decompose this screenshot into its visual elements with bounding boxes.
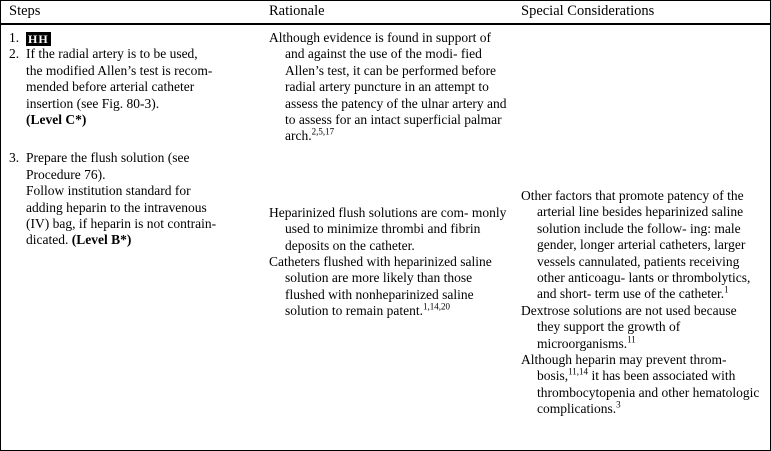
special-paragraph: [521, 188, 762, 303]
step-number: 3.: [9, 150, 20, 166]
text-line: those flushed with nonheparinized: [285, 270, 473, 302]
citation: 2,5,17: [311, 126, 335, 137]
step-line: Prepare the flush solution (see: [26, 150, 190, 166]
evidence-level: (Level C*): [26, 112, 87, 128]
text-line: and fibrin deposits on the catheter.: [285, 221, 481, 253]
text-line: of microorganisms.: [537, 319, 681, 351]
step-line: If the radial artery is to be used,: [26, 46, 198, 62]
list-item: [9, 46, 255, 128]
citation: 1,14,20: [422, 301, 450, 312]
text-line: of and against the use of the modi-: [285, 30, 491, 62]
step-line: adding heparin to the intravenous: [26, 199, 207, 215]
citation: 3: [616, 399, 621, 410]
text-line: because they support the growth: [537, 302, 737, 335]
rationale-paragraph: [269, 30, 507, 145]
redacted-block: HH: [28, 31, 49, 46]
text-line: Although heparin may prevent throm-: [521, 352, 727, 368]
text-line: bosis,: [537, 368, 569, 384]
text-line: Although evidence is found in support: [269, 30, 477, 45]
text-line: Heparinized flush solutions are com-: [269, 204, 469, 220]
column-header-special-considerations: Special Considerations: [521, 3, 655, 19]
text-line: catheters, larger vessels cannulated,: [537, 237, 746, 269]
text-line: before radial artery puncture in an: [285, 62, 497, 95]
text-line: Dextrose solutions are not used: [521, 302, 691, 318]
special-paragraph: [521, 352, 762, 418]
rationale-cell: [261, 25, 513, 450]
text-line: ulnar artery and to assess for an: [285, 95, 507, 128]
step-line: Follow institution standard for: [26, 183, 191, 199]
list-item: [9, 150, 255, 248]
text-line: with thrombocytopenia and other: [537, 368, 736, 400]
text-line: lants or thrombolytics, and short-: [537, 270, 751, 302]
text-line: fied Allen’s test, it can be performed: [285, 46, 482, 78]
step-text: [26, 150, 255, 248]
spacer: [269, 145, 507, 205]
step-line-text: dicated.: [26, 232, 69, 248]
text-line: saline solution include the follow-: [537, 204, 744, 236]
step-number: 2.: [9, 46, 20, 62]
text-line: saline solution to remain patent.: [285, 286, 474, 319]
rationale-paragraph: [269, 205, 507, 254]
rationale-paragraph: [269, 254, 507, 320]
steps-cell: [1, 25, 261, 450]
step-line: [26, 232, 255, 248]
step-line: insertion (see Fig. 80-3).: [26, 95, 160, 111]
text-line: term use of the catheter.: [594, 286, 725, 302]
citation: 11: [627, 334, 636, 345]
column-header-steps: Steps: [9, 3, 41, 19]
text-line: Catheters flushed with heparinized: [269, 254, 457, 270]
text-line: monly used to minimize thrombi: [285, 204, 507, 237]
citation: 11,14: [568, 366, 589, 377]
step-text: [26, 46, 255, 128]
text-line: it has been associated: [588, 368, 709, 384]
steps-list: [9, 30, 255, 249]
text-line: the arterial line besides heparinized: [537, 188, 744, 220]
text-line: Other factors that promote patency of: [521, 188, 724, 203]
text-line: patients receiving other anticoagu-: [537, 253, 740, 286]
table-body-row: [1, 25, 770, 450]
table-header-row: [1, 1, 770, 25]
spacer: [521, 30, 762, 188]
text-line: saline solution are more likely than: [285, 254, 492, 286]
step-text: [26, 30, 255, 46]
list-item: [9, 30, 255, 46]
step-line: Procedure 76).: [26, 166, 106, 182]
text-line: hematologic complications.: [537, 384, 760, 417]
column-header-rationale: Rationale: [269, 3, 325, 19]
citation: 1: [724, 284, 729, 295]
step-line: the modified Allen’s test is recom-: [26, 62, 213, 78]
text-line: intact superficial palmar arch.: [285, 112, 502, 144]
step-line: mended before arterial catheter: [26, 79, 195, 95]
step-number: 1.: [9, 30, 20, 45]
special-considerations-cell: [513, 25, 768, 450]
evidence-level: (Level B*): [71, 232, 132, 248]
special-paragraph: [521, 303, 762, 352]
text-line: ing: male gender, longer arterial: [537, 220, 741, 253]
text-line: attempt to assess the patency of the: [285, 79, 489, 111]
procedure-table: [1, 1, 770, 450]
step-line: (IV) bag, if heparin is not contrain-: [26, 216, 217, 232]
